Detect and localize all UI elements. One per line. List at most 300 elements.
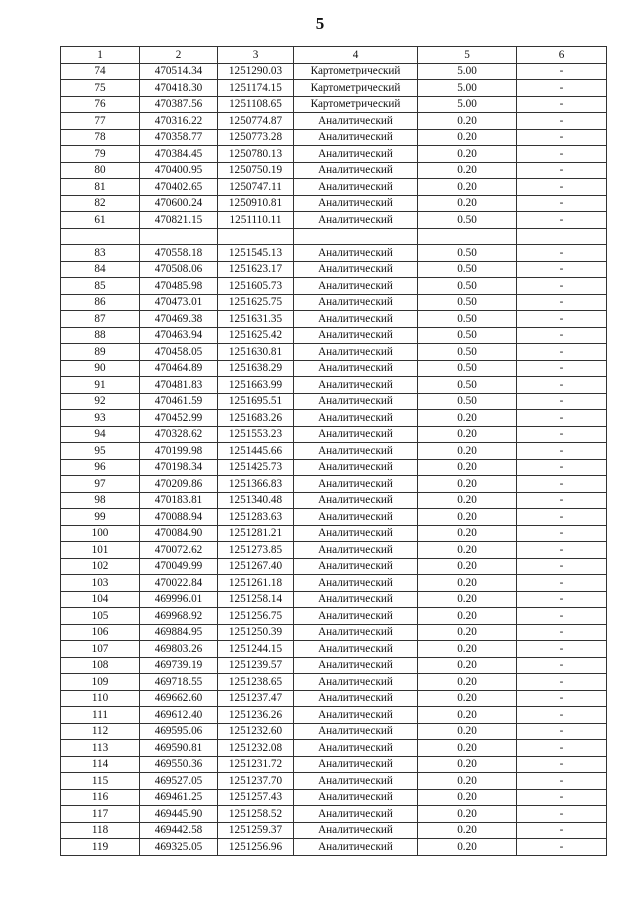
x-coordinate-cell: 470183.81 [140, 492, 218, 509]
accuracy-cell: 0.20 [418, 459, 517, 476]
point-number-cell: 108 [61, 657, 140, 674]
table-row [61, 492, 607, 509]
x-coordinate-cell: 470464.89 [140, 360, 218, 377]
point-number-cell: 115 [61, 773, 140, 790]
y-coordinate-cell: 1251257.43 [218, 789, 294, 806]
table-row [61, 789, 607, 806]
header-row [61, 47, 607, 64]
accuracy-cell: 0.20 [418, 674, 517, 691]
point-number-cell: 91 [61, 377, 140, 394]
method-cell: Аналитический [294, 575, 418, 592]
y-coordinate-cell: 1251553.23 [218, 426, 294, 443]
table-row [61, 822, 607, 839]
method-cell: Аналитический [294, 558, 418, 575]
point-number-cell: 111 [61, 707, 140, 724]
x-coordinate-cell: 470402.65 [140, 179, 218, 196]
method-cell: Аналитический [294, 822, 418, 839]
method-cell: Аналитический [294, 146, 418, 163]
table-row [61, 179, 607, 196]
point-number-cell: 85 [61, 278, 140, 295]
table-row [61, 608, 607, 625]
y-coordinate-cell: 1250773.28 [218, 129, 294, 146]
x-coordinate-cell: 470387.56 [140, 96, 218, 113]
note-cell: - [517, 723, 607, 740]
x-coordinate-cell: 470400.95 [140, 162, 218, 179]
table-row [61, 443, 607, 460]
accuracy-cell: 0.20 [418, 690, 517, 707]
x-coordinate-cell: 470558.18 [140, 245, 218, 262]
method-cell: Аналитический [294, 740, 418, 757]
note-cell: - [517, 657, 607, 674]
y-coordinate-cell: 1251259.37 [218, 822, 294, 839]
x-coordinate-cell: 470481.83 [140, 377, 218, 394]
table-row [61, 624, 607, 641]
accuracy-cell: 0.20 [418, 195, 517, 212]
y-coordinate-cell: 1251232.60 [218, 723, 294, 740]
method-cell: Аналитический [294, 393, 418, 410]
accuracy-cell: 0.20 [418, 509, 517, 526]
table-row [61, 129, 607, 146]
point-number-cell: 80 [61, 162, 140, 179]
x-coordinate-cell: 469590.81 [140, 740, 218, 757]
point-number-cell: 84 [61, 261, 140, 278]
accuracy-cell: 0.20 [418, 740, 517, 757]
accuracy-cell: 0.20 [418, 179, 517, 196]
table-row [61, 344, 607, 361]
method-cell: Картометрический [294, 80, 418, 97]
method-cell: Аналитический [294, 806, 418, 823]
table-row [61, 657, 607, 674]
note-cell: - [517, 674, 607, 691]
table-body [61, 63, 607, 855]
y-coordinate-cell: 1251695.51 [218, 393, 294, 410]
x-coordinate-cell: 470514.34 [140, 63, 218, 80]
point-number-cell: 102 [61, 558, 140, 575]
method-cell: Аналитический [294, 773, 418, 790]
note-cell: - [517, 311, 607, 328]
method-cell [294, 228, 418, 245]
point-number-cell: 104 [61, 591, 140, 608]
table-row [61, 459, 607, 476]
table-row [61, 641, 607, 658]
method-cell: Аналитический [294, 311, 418, 328]
point-number-cell: 101 [61, 542, 140, 559]
x-coordinate-cell: 470358.77 [140, 129, 218, 146]
point-number-cell: 106 [61, 624, 140, 641]
note-cell: - [517, 624, 607, 641]
point-number-cell: 117 [61, 806, 140, 823]
y-coordinate-cell: 1251283.63 [218, 509, 294, 526]
table-row [61, 377, 607, 394]
method-cell: Аналитический [294, 344, 418, 361]
note-cell: - [517, 327, 607, 344]
accuracy-cell: 0.50 [418, 212, 517, 229]
accuracy-cell: 0.50 [418, 245, 517, 262]
table-row [61, 558, 607, 575]
x-coordinate-cell: 469595.06 [140, 723, 218, 740]
accuracy-cell: 0.20 [418, 492, 517, 509]
x-coordinate-cell: 469968.92 [140, 608, 218, 625]
note-cell: - [517, 525, 607, 542]
point-number-cell [61, 228, 140, 245]
table-row [61, 773, 607, 790]
accuracy-cell: 0.20 [418, 129, 517, 146]
table-row [61, 245, 607, 262]
header-col-5: 5 [418, 47, 517, 64]
accuracy-cell: 0.20 [418, 624, 517, 641]
table-row [61, 146, 607, 163]
table-row [61, 278, 607, 295]
accuracy-cell: 0.50 [418, 393, 517, 410]
method-cell: Аналитический [294, 261, 418, 278]
note-cell: - [517, 690, 607, 707]
method-cell: Аналитический [294, 756, 418, 773]
note-cell: - [517, 113, 607, 130]
x-coordinate-cell: 470209.86 [140, 476, 218, 493]
y-coordinate-cell: 1251239.57 [218, 657, 294, 674]
coordinates-table [60, 46, 607, 856]
table-row [61, 525, 607, 542]
table-row [61, 806, 607, 823]
point-number-cell: 105 [61, 608, 140, 625]
y-coordinate-cell: 1251273.85 [218, 542, 294, 559]
point-number-cell: 107 [61, 641, 140, 658]
note-cell: - [517, 575, 607, 592]
accuracy-cell: 0.20 [418, 806, 517, 823]
y-coordinate-cell: 1251663.99 [218, 377, 294, 394]
x-coordinate-cell: 469612.40 [140, 707, 218, 724]
y-coordinate-cell: 1251258.52 [218, 806, 294, 823]
x-coordinate-cell: 470072.62 [140, 542, 218, 559]
accuracy-cell: 0.50 [418, 311, 517, 328]
point-number-cell: 74 [61, 63, 140, 80]
note-cell: - [517, 558, 607, 575]
note-cell: - [517, 162, 607, 179]
note-cell: - [517, 476, 607, 493]
y-coordinate-cell: 1251261.18 [218, 575, 294, 592]
accuracy-cell: 0.20 [418, 426, 517, 443]
note-cell: - [517, 393, 607, 410]
y-coordinate-cell: 1251638.29 [218, 360, 294, 377]
point-number-cell: 96 [61, 459, 140, 476]
y-coordinate-cell: 1251545.13 [218, 245, 294, 262]
point-number-cell: 119 [61, 839, 140, 856]
x-coordinate-cell: 469803.26 [140, 641, 218, 658]
point-number-cell: 89 [61, 344, 140, 361]
point-number-cell: 94 [61, 426, 140, 443]
method-cell: Аналитический [294, 360, 418, 377]
point-number-cell: 75 [61, 80, 140, 97]
accuracy-cell: 0.50 [418, 278, 517, 295]
y-coordinate-cell: 1251683.26 [218, 410, 294, 427]
accuracy-cell: 0.20 [418, 146, 517, 163]
table-row [61, 294, 607, 311]
y-coordinate-cell: 1251630.81 [218, 344, 294, 361]
point-number-cell: 118 [61, 822, 140, 839]
method-cell: Аналитический [294, 674, 418, 691]
table-row [61, 476, 607, 493]
note-cell: - [517, 360, 607, 377]
point-number-cell: 82 [61, 195, 140, 212]
y-coordinate-cell: 1250780.13 [218, 146, 294, 163]
table-row [61, 63, 607, 80]
accuracy-cell [418, 228, 517, 245]
method-cell: Аналитический [294, 707, 418, 724]
x-coordinate-cell: 470600.24 [140, 195, 218, 212]
method-cell: Аналитический [294, 426, 418, 443]
note-cell: - [517, 492, 607, 509]
y-coordinate-cell: 1251237.70 [218, 773, 294, 790]
y-coordinate-cell: 1251267.40 [218, 558, 294, 575]
point-number-cell: 103 [61, 575, 140, 592]
x-coordinate-cell: 469739.19 [140, 657, 218, 674]
method-cell: Аналитический [294, 608, 418, 625]
x-coordinate-cell: 470418.30 [140, 80, 218, 97]
y-coordinate-cell: 1251631.35 [218, 311, 294, 328]
point-number-cell: 77 [61, 113, 140, 130]
point-number-cell: 112 [61, 723, 140, 740]
method-cell: Аналитический [294, 542, 418, 559]
method-cell: Аналитический [294, 789, 418, 806]
y-coordinate-cell: 1251256.96 [218, 839, 294, 856]
note-cell: - [517, 80, 607, 97]
x-coordinate-cell: 470084.90 [140, 525, 218, 542]
table-row [61, 228, 607, 245]
table-row [61, 113, 607, 130]
note-cell: - [517, 63, 607, 80]
table-row [61, 575, 607, 592]
y-coordinate-cell: 1251625.42 [218, 327, 294, 344]
y-coordinate-cell: 1251290.03 [218, 63, 294, 80]
table-row [61, 327, 607, 344]
x-coordinate-cell: 470199.98 [140, 443, 218, 460]
accuracy-cell: 0.20 [418, 773, 517, 790]
accuracy-cell: 0.20 [418, 525, 517, 542]
point-number-cell: 87 [61, 311, 140, 328]
note-cell: - [517, 806, 607, 823]
method-cell: Аналитический [294, 690, 418, 707]
table-row [61, 707, 607, 724]
point-number-cell: 113 [61, 740, 140, 757]
y-coordinate-cell: 1250750.19 [218, 162, 294, 179]
note-cell: - [517, 789, 607, 806]
method-cell: Аналитический [294, 294, 418, 311]
note-cell: - [517, 245, 607, 262]
y-coordinate-cell: 1251366.83 [218, 476, 294, 493]
point-number-cell: 95 [61, 443, 140, 460]
note-cell: - [517, 410, 607, 427]
y-coordinate-cell: 1251281.21 [218, 525, 294, 542]
method-cell: Аналитический [294, 327, 418, 344]
method-cell: Аналитический [294, 179, 418, 196]
x-coordinate-cell: 469996.01 [140, 591, 218, 608]
note-cell: - [517, 542, 607, 559]
note-cell: - [517, 195, 607, 212]
note-cell: - [517, 608, 607, 625]
y-coordinate-cell: 1250910.81 [218, 195, 294, 212]
header-col-6: 6 [517, 47, 607, 64]
table-row [61, 162, 607, 179]
table-row [61, 542, 607, 559]
method-cell: Аналитический [294, 476, 418, 493]
method-cell: Аналитический [294, 509, 418, 526]
accuracy-cell: 0.20 [418, 608, 517, 625]
note-cell: - [517, 96, 607, 113]
method-cell: Аналитический [294, 591, 418, 608]
point-number-cell: 61 [61, 212, 140, 229]
note-cell: - [517, 146, 607, 163]
x-coordinate-cell: 470469.38 [140, 311, 218, 328]
accuracy-cell: 0.50 [418, 377, 517, 394]
x-coordinate-cell: 470198.34 [140, 459, 218, 476]
method-cell: Аналитический [294, 723, 418, 740]
table-row [61, 360, 607, 377]
note-cell: - [517, 591, 607, 608]
x-coordinate-cell: 469662.60 [140, 690, 218, 707]
x-coordinate-cell: 470452.99 [140, 410, 218, 427]
header-col-3: 3 [218, 47, 294, 64]
method-cell: Аналитический [294, 212, 418, 229]
note-cell: - [517, 294, 607, 311]
point-number-cell: 86 [61, 294, 140, 311]
table-row [61, 261, 607, 278]
table-row [61, 410, 607, 427]
y-coordinate-cell: 1251623.17 [218, 261, 294, 278]
point-number-cell: 109 [61, 674, 140, 691]
accuracy-cell: 0.20 [418, 443, 517, 460]
x-coordinate-cell: 469461.25 [140, 789, 218, 806]
note-cell: - [517, 344, 607, 361]
accuracy-cell: 0.50 [418, 261, 517, 278]
x-coordinate-cell [140, 228, 218, 245]
table-row [61, 96, 607, 113]
x-coordinate-cell: 469718.55 [140, 674, 218, 691]
x-coordinate-cell: 470821.15 [140, 212, 218, 229]
y-coordinate-cell: 1251174.15 [218, 80, 294, 97]
method-cell: Аналитический [294, 641, 418, 658]
note-cell [517, 228, 607, 245]
table-row [61, 311, 607, 328]
y-coordinate-cell: 1251340.48 [218, 492, 294, 509]
note-cell: - [517, 822, 607, 839]
x-coordinate-cell: 469550.36 [140, 756, 218, 773]
y-coordinate-cell: 1251237.47 [218, 690, 294, 707]
point-number-cell: 110 [61, 690, 140, 707]
header-col-4: 4 [294, 47, 418, 64]
method-cell: Аналитический [294, 624, 418, 641]
method-cell: Аналитический [294, 245, 418, 262]
point-number-cell: 99 [61, 509, 140, 526]
y-coordinate-cell: 1251425.73 [218, 459, 294, 476]
note-cell: - [517, 740, 607, 757]
x-coordinate-cell: 470049.99 [140, 558, 218, 575]
accuracy-cell: 5.00 [418, 96, 517, 113]
y-coordinate-cell: 1251232.08 [218, 740, 294, 757]
method-cell: Аналитический [294, 377, 418, 394]
x-coordinate-cell: 470088.94 [140, 509, 218, 526]
note-cell: - [517, 707, 607, 724]
method-cell: Картометрический [294, 63, 418, 80]
y-coordinate-cell: 1251625.75 [218, 294, 294, 311]
method-cell: Картометрический [294, 96, 418, 113]
note-cell: - [517, 377, 607, 394]
accuracy-cell: 0.20 [418, 707, 517, 724]
y-coordinate-cell: 1251256.75 [218, 608, 294, 625]
method-cell: Аналитический [294, 278, 418, 295]
accuracy-cell: 0.50 [418, 294, 517, 311]
x-coordinate-cell: 470508.06 [140, 261, 218, 278]
method-cell: Аналитический [294, 839, 418, 856]
x-coordinate-cell: 470485.98 [140, 278, 218, 295]
y-coordinate-cell: 1251244.15 [218, 641, 294, 658]
accuracy-cell: 0.20 [418, 657, 517, 674]
y-coordinate-cell: 1251110.11 [218, 212, 294, 229]
y-coordinate-cell: 1250774.87 [218, 113, 294, 130]
y-coordinate-cell: 1251108.65 [218, 96, 294, 113]
x-coordinate-cell: 469884.95 [140, 624, 218, 641]
accuracy-cell: 5.00 [418, 63, 517, 80]
accuracy-cell: 0.20 [418, 575, 517, 592]
accuracy-cell: 0.20 [418, 591, 517, 608]
accuracy-cell: 0.20 [418, 839, 517, 856]
x-coordinate-cell: 469442.58 [140, 822, 218, 839]
header-col-2: 2 [140, 47, 218, 64]
x-coordinate-cell: 470463.94 [140, 327, 218, 344]
page-number: 5 [315, 14, 325, 33]
note-cell: - [517, 773, 607, 790]
method-cell: Аналитический [294, 525, 418, 542]
table-row [61, 740, 607, 757]
point-number-cell: 83 [61, 245, 140, 262]
point-number-cell: 79 [61, 146, 140, 163]
point-number-cell: 81 [61, 179, 140, 196]
note-cell: - [517, 839, 607, 856]
x-coordinate-cell: 470328.62 [140, 426, 218, 443]
header-col-1: 1 [61, 47, 140, 64]
table-row [61, 195, 607, 212]
method-cell: Аналитический [294, 657, 418, 674]
table-row [61, 393, 607, 410]
accuracy-cell: 0.20 [418, 476, 517, 493]
method-cell: Аналитический [294, 113, 418, 130]
x-coordinate-cell: 469325.05 [140, 839, 218, 856]
point-number-cell: 97 [61, 476, 140, 493]
accuracy-cell: 0.20 [418, 162, 517, 179]
accuracy-cell: 0.20 [418, 113, 517, 130]
note-cell: - [517, 426, 607, 443]
point-number-cell: 93 [61, 410, 140, 427]
method-cell: Аналитический [294, 410, 418, 427]
accuracy-cell: 0.50 [418, 327, 517, 344]
y-coordinate-cell: 1251236.26 [218, 707, 294, 724]
table-row [61, 690, 607, 707]
point-number-cell: 76 [61, 96, 140, 113]
table-row [61, 674, 607, 691]
x-coordinate-cell: 470384.45 [140, 146, 218, 163]
accuracy-cell: 0.20 [418, 558, 517, 575]
y-coordinate-cell: 1251250.39 [218, 624, 294, 641]
note-cell: - [517, 641, 607, 658]
accuracy-cell: 0.20 [418, 789, 517, 806]
y-coordinate-cell [218, 228, 294, 245]
note-cell: - [517, 212, 607, 229]
accuracy-cell: 0.20 [418, 822, 517, 839]
x-coordinate-cell: 470473.01 [140, 294, 218, 311]
accuracy-cell: 0.20 [418, 756, 517, 773]
method-cell: Аналитический [294, 195, 418, 212]
table-row [61, 80, 607, 97]
table-row [61, 839, 607, 856]
